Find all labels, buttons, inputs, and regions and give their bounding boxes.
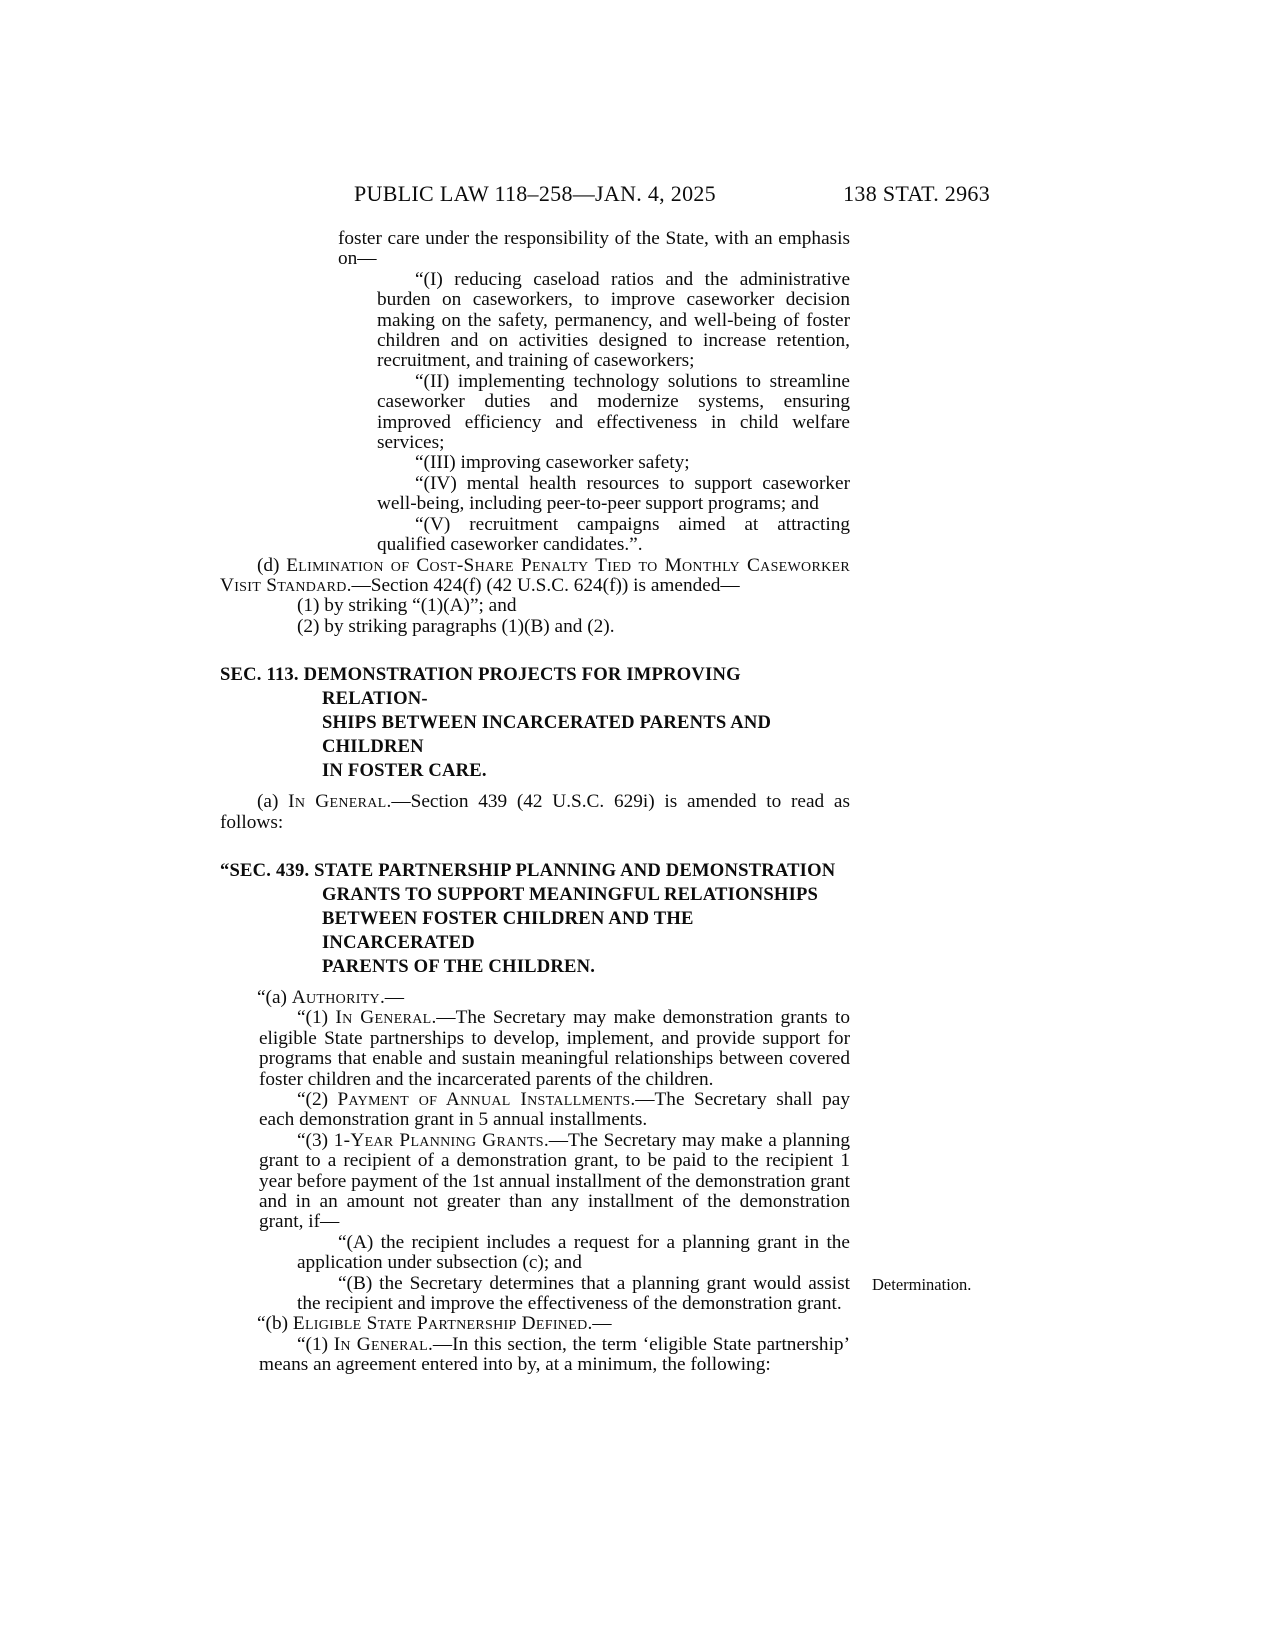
- sec-439-heading: [220, 859, 850, 979]
- subsec-a-authority: [220, 988, 850, 1008]
- clause-III: [377, 453, 850, 473]
- small-caps-run: In General: [288, 791, 387, 813]
- text-run: “(IV) mental health resources to support caseworker well-being, including peer-to-peer support programs; and: [377, 472, 850, 515]
- small-caps-run: Eligible State Partnership Defined: [292, 1313, 588, 1335]
- text-run: .—: [587, 1313, 612, 1335]
- text-run: PARENTS OF THE CHILDREN.: [322, 955, 596, 977]
- text-run: .—: [379, 986, 405, 1008]
- page-header: [220, 181, 990, 207]
- sec-113-heading: [220, 663, 850, 783]
- text-run: “SEC. 439. STATE PARTNERSHIP PLANNING AND DEMONSTRATION: [220, 859, 836, 881]
- text-run: (d): [257, 554, 287, 576]
- text-run: “(b): [257, 1313, 293, 1335]
- text-run: “(II) implementing technology solutions to streamline caseworker duties and modernize systems, ensuring improved efficiency and effectiveness in child welfare services;: [377, 370, 850, 454]
- subpara-B: [297, 1272, 972, 1315]
- text-run: (2) by striking paragraphs (1)(B) and (2).: [297, 615, 615, 637]
- subsec-a-amendment: [220, 792, 850, 833]
- clause-V: [377, 515, 850, 556]
- text-run: “(a): [257, 986, 292, 1008]
- text-run: .—Section 424(f) (42 U.S.C. 624(f)) is amended—: [346, 574, 740, 596]
- small-caps-run: 1-Year Planning Grants: [333, 1129, 544, 1151]
- small-caps-run: In General: [335, 1007, 432, 1029]
- text-run: (1) by striking “(1)(A)”; and: [297, 595, 517, 617]
- small-caps-run: Payment of Annual Installments: [337, 1088, 631, 1110]
- text-run: “(1): [297, 1007, 336, 1029]
- text-run: “(I) reducing caseload ratios and the administrative burden on caseworkers, to improve caseworker decision making on the safety, permanency, and well-being of foster children and on activities designed to increase retention, recruitment, and training of caseworkers;: [377, 268, 850, 372]
- text-run: GRANTS TO SUPPORT MEANINGFUL RELATIONSHIPS: [322, 883, 819, 905]
- para-a-1-in-general: [259, 1008, 850, 1090]
- running-head-title: PUBLIC LAW 118–258—JAN. 4, 2025: [354, 181, 716, 206]
- text-run: (a): [257, 791, 289, 813]
- text-run: “(3): [297, 1129, 334, 1151]
- small-caps-run: Authority: [291, 986, 380, 1008]
- text-run: SHIPS BETWEEN INCARCERATED PARENTS AND CHILDREN: [322, 712, 772, 758]
- text-run: .—In this section, the term ‘eligible State partnership’ means an agreement entered into by, at a minimum, the following:: [259, 1333, 850, 1376]
- text-run: “(2): [297, 1088, 338, 1110]
- text-run: foster care under the responsibility of the State, with an emphasis on—: [338, 228, 850, 270]
- subsec-b-defined: [220, 1314, 850, 1334]
- clause-I: [377, 270, 850, 372]
- para-b-1-in-general: [259, 1335, 850, 1376]
- para-a-3-planning-grants: [259, 1131, 850, 1233]
- subpara-A: [297, 1233, 850, 1274]
- small-caps-run: Elimination of Cost-Share Penalty Tied to Monthly Caseworker Visit Standard: [220, 554, 850, 596]
- text-run: .—The Secretary may make a planning grant to a recipient of a demonstration grant, to be paid to the recipient 1 year before payment of the 1st annual installment of the demonstration grant and in an amount not greater than any installment of the demonstration grant, if—: [259, 1129, 850, 1233]
- subsec-d: [220, 556, 850, 597]
- text-run: BETWEEN FOSTER CHILDREN AND THE INCARCERATED: [322, 907, 694, 953]
- text-run: “(1): [297, 1333, 334, 1355]
- margin-note: Determination.: [872, 1274, 972, 1294]
- running-head-page-number: 138 STAT. 2963: [843, 181, 990, 206]
- para-d-1: [259, 596, 850, 616]
- text-run: IN FOSTER CARE.: [322, 760, 487, 782]
- para-d-2: [259, 617, 850, 637]
- small-caps-run: In General: [333, 1333, 429, 1355]
- text-run: SEC. 113. DEMONSTRATION PROJECTS FOR IMPROVING RELATION-: [220, 664, 741, 710]
- text-run: “(III) improving caseworker safety;: [415, 452, 690, 474]
- text-column: [220, 228, 972, 1376]
- text-run: .—The Secretary shall pay each demonstration grant in 5 annual installments.: [259, 1088, 850, 1131]
- clause-IV: [377, 474, 850, 515]
- text-run: “(B) the Secretary determines that a planning grant would assist the recipient and improve the effectiveness of the demonstration grant.: [297, 1272, 850, 1315]
- text-run: .—The Secretary may make demonstration grants to eligible State partnerships to develop, implement, and provide support for programs that enable and sustain meaningful relationships between covered foster children and the incarcerated parents of the children.: [259, 1007, 850, 1090]
- text-run: “(A) the recipient includes a request for a planning grant in the application under subsection (c); and: [297, 1231, 850, 1274]
- para-continuation: [338, 229, 850, 270]
- text-run: “(V) recruitment campaigns aimed at attracting qualified caseworker candidates.”.: [377, 513, 850, 556]
- clause-II: [377, 372, 850, 454]
- para-a-2-payment: [259, 1090, 850, 1131]
- text-run: .—Section 439 (42 U.S.C. 629i) is amended to read as follows:: [220, 791, 850, 833]
